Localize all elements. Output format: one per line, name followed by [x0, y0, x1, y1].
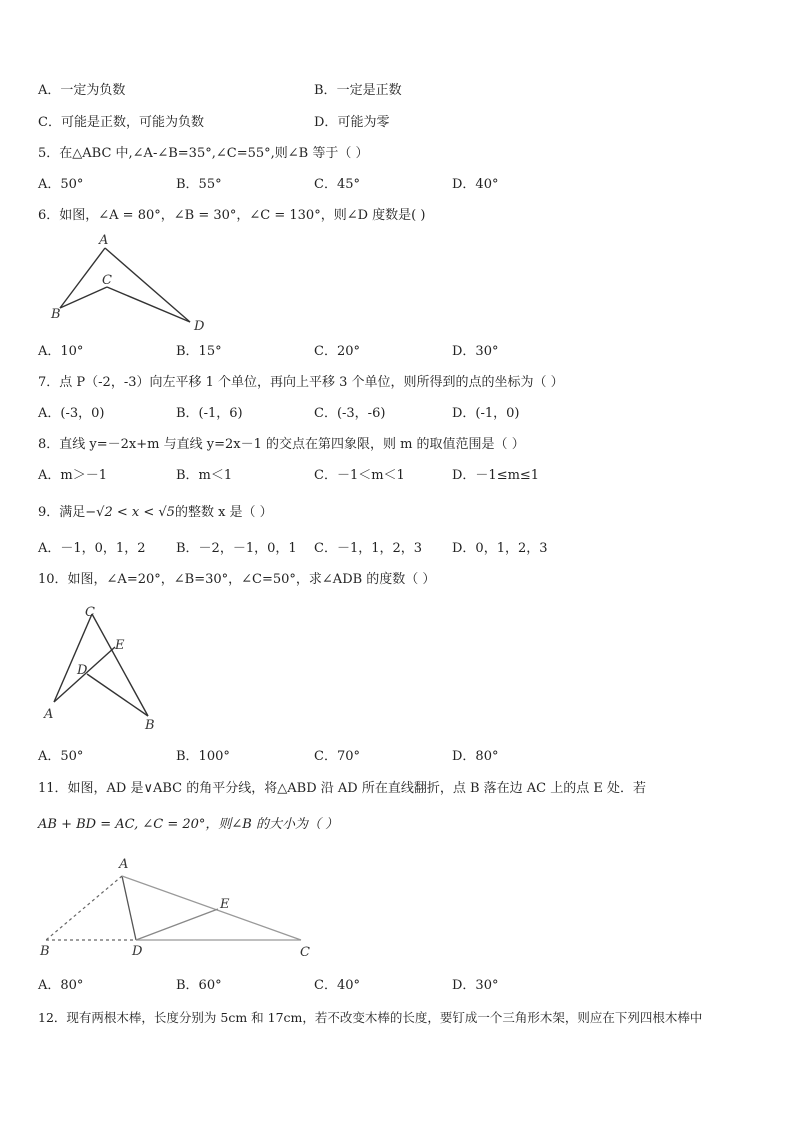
q6-option-a: A．10°: [38, 344, 84, 359]
q11-segment-ab: [46, 876, 122, 940]
q6-segment-ab: [60, 248, 105, 308]
q11-figure: [36, 852, 326, 962]
q8-option-b: B．m＜1: [176, 468, 233, 483]
q9-option-b: B．－2，－1，0，1: [176, 541, 297, 556]
q4-option-c: C．可能是正数，可能为负数: [38, 115, 204, 130]
q6-option-d: D．30°: [452, 344, 499, 359]
q10-label-a: A: [44, 707, 54, 722]
q7-stem: 7．点 P（-2，-3）向左平移 1 个单位，再向上平移 3 个单位，则所得到的点的坐标为（ ）: [38, 375, 564, 390]
q10-label-c: C: [85, 605, 95, 620]
q10-label-d: D: [77, 663, 88, 678]
q5-stem: 5．在△ABC 中,∠A-∠B=35°,∠C=55°,则∠B 等于（ ）: [38, 146, 369, 161]
q9-stem-suffix: 的整数 x 是（ ）: [174, 505, 273, 520]
q8-stem: 8．直线 y=－2x+m 与直线 y=2x－1 的交点在第四象限，则 m 的取值范围是（ ）: [38, 437, 525, 452]
q6-label-a: A: [99, 233, 109, 248]
q9-stem-math: −√2 < x < √5: [85, 505, 175, 520]
q11-label-b: B: [40, 944, 50, 959]
q12-stem: 12．现有两根木棒，长度分别为 5cm 和 17cm，若不改变木棒的长度，要钉成一个三角形木架，则应在下列四根木棒中: [38, 1010, 703, 1025]
q11-label-e: E: [220, 897, 230, 912]
q6-label-b: B: [51, 307, 61, 322]
q10-option-b: B．100°: [176, 749, 230, 764]
q11-segment-de: [136, 909, 218, 940]
q10-stem: 10．如图，∠A=20°，∠B=30°，∠C=50°，求∠ADB 的度数（ ）: [38, 572, 436, 587]
q10-label-e: E: [115, 638, 125, 653]
q4-option-a: A．一定为负数: [38, 83, 126, 98]
q11-label-a: A: [119, 857, 129, 872]
q7-option-d: D．(-1，0): [452, 406, 520, 421]
q6-label-c: C: [102, 273, 112, 288]
q11-option-d: D．30°: [452, 978, 499, 993]
q11-label-d: D: [132, 944, 143, 959]
q10-figure: [40, 602, 170, 734]
q10-label-b: B: [145, 718, 155, 733]
q10-segment-ac: [54, 614, 92, 702]
q10-segment-db: [87, 674, 148, 716]
q11-label-c: C: [300, 945, 310, 960]
q9-option-a: A．－1，0，1，2: [38, 541, 146, 556]
q4-option-b: B．一定是正数: [314, 83, 402, 98]
q6-segment-ad: [105, 248, 190, 322]
q11-stem-line2: AB + BD = AC, ∠C = 20°，则∠B 的大小为（ ）: [38, 817, 339, 832]
q6-figure: [40, 230, 220, 335]
q11-option-c: C．40°: [314, 978, 360, 993]
q9-option-d: D．0，1，2，3: [452, 541, 548, 556]
q6-option-c: C．20°: [314, 344, 360, 359]
q5-option-b: B．55°: [176, 177, 222, 192]
q5-option-a: A．50°: [38, 177, 84, 192]
q7-option-b: B．(-1，6): [176, 406, 243, 421]
q9-option-c: C．－1，1，2，3: [314, 541, 423, 556]
q6-segment-cd: [107, 287, 190, 322]
q6-stem: 6．如图，∠A = 80°，∠B = 30°，∠C = 130°，则∠D 度数是( ): [38, 208, 426, 223]
q11-segment-ac: [122, 876, 301, 940]
q8-option-d: D．－1≤m≤1: [452, 468, 540, 483]
q7-option-a: A．(-3，0): [38, 406, 105, 421]
q9-stem: [38, 504, 273, 522]
q11-segment-ad: [122, 876, 136, 940]
q6-option-b: B．15°: [176, 344, 222, 359]
q5-option-c: C．45°: [314, 177, 360, 192]
q8-option-c: C．－1＜m＜1: [314, 468, 405, 483]
q10-option-d: D．80°: [452, 749, 499, 764]
q4-option-d: D．可能为零: [314, 115, 390, 130]
q10-option-a: A．50°: [38, 749, 84, 764]
q5-option-d: D．40°: [452, 177, 499, 192]
q7-option-c: C．(-3，-6): [314, 406, 386, 421]
q11-option-b: B．60°: [176, 978, 222, 993]
q8-option-a: A．m＞－1: [38, 468, 107, 483]
q6-label-d: D: [194, 319, 205, 334]
q11-stem-line1: 11．如图，AD 是∨ABC 的角平分线，将△ABD 沿 AD 所在直线翻折，点 B 落在边 AC 上的点 E 处．若: [38, 781, 647, 796]
q9-stem-prefix: 9．满足: [38, 505, 86, 520]
q10-segment-cb: [92, 614, 148, 716]
q11-option-a: A．80°: [38, 978, 84, 993]
q10-option-c: C．70°: [314, 749, 360, 764]
